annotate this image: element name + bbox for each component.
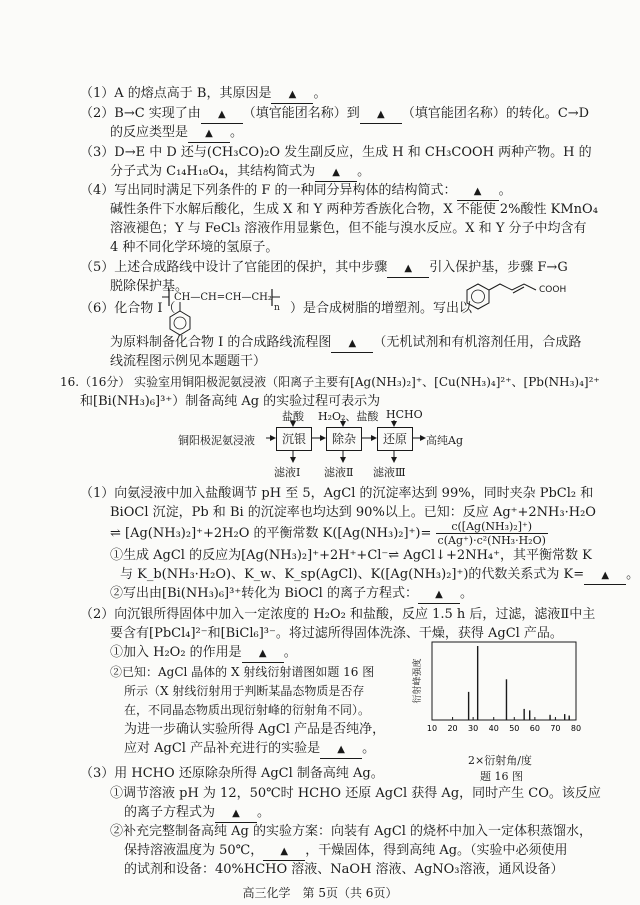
part-1-sub-1: ①生成 AgCl 的反应为[Ag(NH₃)₂]⁺+2H⁺+Cl⁻⇌ AgCl↓+2NH₄⁺，其平衡常数 K <box>110 548 592 563</box>
question-6-text: ）是合成树脂的增塑剂。写出以 <box>290 301 473 316</box>
flow-step-reduce: 还原 <box>377 427 413 451</box>
question-1: （1）A 的熔点高于 B，其原因是 ▲ 。 <box>80 85 327 104</box>
part-1-equilibrium: ⇌ [Ag(NH₃)₂]⁺+2H₂O 的平衡常数 K([Ag(NH₃)₂]⁺)= $\frac{\text{c([Ag(NH₃)₂]⁺)}}{\text{c(Ag⁺)·c²(NH₃·H₂O)}}$ <box>110 520 546 547</box>
answer-blank[interactable]: ▲ <box>320 741 362 759</box>
flow-step-precipitate: 沉银 <box>276 427 312 451</box>
polymer-chain-text: CH—CH=CH—CH₂ <box>174 292 272 303</box>
answer-blank[interactable]: ▲ <box>215 805 257 823</box>
part-2-sub-2-a: 所示（X 射线衍射用于判断某晶态物质是否存 <box>124 684 365 698</box>
question-2: （2）B→C 实现了由 ▲ （填官能团名称）到 ▲ （填官能团名称）的转化。C→D <box>80 105 589 124</box>
question-16-intro: 16.（16分） 实验室用铜阳极泥氨浸液（阳离子主要有[Ag(NH₃)₂]⁺、[Cu(NH₃)₄]²⁺、[Pb(NH₃)₄]²⁺ <box>60 375 600 389</box>
question-4-cond1: 碱性条件下水解后酸化，生成 X 和 Y 两种芳香族化合物，X 不能使 2%酸性 KMnO₄ <box>110 202 598 217</box>
part-2-sub-2-b: 在，不同晶态物质出现衍射峰的衍射角不同）。 <box>124 703 371 717</box>
question-5: （5）上述合成路线中设计了官能团的保护，其中步骤 ▲ 引入保护基，步骤 F→G <box>80 259 568 278</box>
flow-arrows <box>170 415 430 467</box>
xrd-tick-label: 10 <box>426 724 438 733</box>
flow-filtrate-3: 滤液Ⅲ <box>373 466 406 479</box>
cooh-label: COOH <box>539 285 567 295</box>
xrd-tick-label: 50 <box>509 724 520 733</box>
xrd-tick-label: 20 <box>447 724 458 733</box>
question-6-cont: 为原料制备化合物 I 的合成路线流程图 ▲ （无机试剂和有机溶剂任用，合成路 <box>110 334 581 353</box>
page-footer: 高三化学 第 5页（共 6页） <box>242 886 398 900</box>
part-1-sub-2: ②写出由[Bi(NH₃)₆]³⁺转化为 BiOCl 的离子方程式： ▲ 。 <box>110 585 473 604</box>
question-6-cont2: 线流程图示例见本题题干） <box>110 354 267 369</box>
answer-blank[interactable]: ▲ <box>584 567 626 585</box>
part-2-sub-2-c: 为进一步确认实验所得 AgCl 产品是否纯净， <box>124 722 386 737</box>
xrd-tick-label: 30 <box>468 724 479 733</box>
part-2-sub-1: ①加入 H₂O₂ 的作用是 ▲ 。 <box>110 644 297 663</box>
question-4: （4）写出同时满足下列条件的 F 的一种同分异构体的结构简式： ▲ 。 <box>80 182 512 201</box>
answer-blank[interactable]: ▲ <box>331 335 373 353</box>
part-3-sub-1-cont: 的离子方程式为 ▲ 。 <box>124 804 270 823</box>
answer-blank[interactable]: ▲ <box>271 86 313 104</box>
answer-blank[interactable]: ▲ <box>360 106 402 124</box>
flow-filtrate-2: 滤液Ⅱ <box>324 466 354 479</box>
xrd-caption: 题 16 图 <box>480 770 523 783</box>
part-1: （1）向氨浸液中加入盐酸调节 pH 至 5，AgCl 的沉淀率达到 99%，同时夹杂 PbCl₂ 和 <box>80 486 594 501</box>
part-2-cont: 要含有[PbCl₄]²⁻和[BiCl₆]³⁻。将过滤所得固体洗涤、干燥，获得 AgCl 产品。 <box>110 626 563 641</box>
polymer-subscript: n <box>274 303 280 313</box>
starting-material-structure <box>462 280 580 316</box>
xrd-tick-label: 70 <box>550 724 561 733</box>
part-3-sub-2: ②补充完整制备高纯 Ag 的实验方案：向装有 AgCl 的烧杯中加入一定体积蒸馏水， <box>110 824 593 839</box>
answer-blank[interactable]: ▲ <box>457 183 499 201</box>
part-3-sub-1: ①调节溶液 pH 为 12，50℃时 HCHO 还原 AgCl 获得 Ag，同时产生 CO。该反应 <box>110 786 601 801</box>
part-2-sub-2: ②已知：AgCl 晶体的 X 射线衍射谱图如题 16 图 <box>110 665 375 679</box>
part-1-sub-1-cont: 与 K_b(NH₃·H₂O)、K_w、K_sp(AgCl)、K([Ag(NH₃)₂]⁺)的代数关系式为 K= ▲ 。 <box>120 566 639 585</box>
part-3: （3）用 HCHO 还原除杂所得 AgCl 制备高纯 Ag。 <box>80 766 384 781</box>
xrd-tick-label: 80 <box>570 724 582 733</box>
question-16-intro-cont: 和[Bi(NH₃)₆]³⁺）制备高纯 Ag 的实验过程可表示为 <box>80 394 381 409</box>
answer-blank[interactable]: ▲ <box>418 586 460 604</box>
question-2-cont: 的反应类型是 ▲ 。 <box>110 124 243 143</box>
answer-blank[interactable]: ▲ <box>387 260 429 278</box>
question-6: （6）化合物 I（ <box>80 301 176 316</box>
flow-start: 铜阳极泥氨浸液 <box>178 434 255 447</box>
part-2-sub-2-d: 应对 AgCl 产品补充进行的实验是 ▲ 。 <box>124 740 375 759</box>
xrd-y-label: 衍射峰强度 <box>413 658 423 704</box>
xrd-tick-label: 60 <box>529 724 540 733</box>
flow-filtrate-1: 滤液Ⅰ <box>274 466 301 479</box>
flow-end: 高纯Ag <box>426 434 463 447</box>
answer-blank[interactable]: ▲ <box>263 843 305 861</box>
part-3-sub-2-b: 的试剂和设备：40%HCHO 溶液、NaOH 溶液、AgNO₃溶液，通风设备） <box>124 862 564 877</box>
answer-blank[interactable]: ▲ <box>188 125 230 143</box>
compound-i-structure <box>160 284 288 340</box>
xrd-tick-label: 40 <box>488 724 499 733</box>
question-4-cond2: 溶液褪色；Y 与 FeCl₃ 溶液作用显紫色，但不能与溴水反应。X 和 Y 分子中均含有 <box>110 221 587 236</box>
part-1-cont: BiOCl 沉淀，Pb 和 Bi 的沉淀率也均达到 90%以上。已知：反应 Ag⁺+2NH₃·H₂O <box>110 505 596 520</box>
xrd-chart <box>410 638 585 748</box>
part-2: （2）向沉银所得固体中加入一定浓度的 H₂O₂ 和盐酸，反应 1.5 h 后，过滤，滤液Ⅱ中主 <box>80 607 596 622</box>
question-4-cond3: 4 种不同化学环境的氢原子。 <box>110 240 279 255</box>
question-5-cont: 脱除保护基。 <box>110 279 189 294</box>
xrd-x-label: 2×衍射角/度 <box>468 754 532 767</box>
part-3-sub-2-a: 保持溶液温度为 50℃， ▲ ，干燥固体，得到高纯 Ag。（实验中必须使用 <box>124 842 568 861</box>
answer-blank[interactable]: ▲ <box>315 164 357 182</box>
equilibrium-constant-fraction: $\frac{\text{c([Ag(NH₃)₂]⁺)}}{\text{c(Ag⁺)·c²(NH₃·H₂O)}}$ <box>437 520 546 547</box>
flow-reagent-1: 盐酸 <box>282 410 304 423</box>
question-3: （3）D→E 中 D 还与(CH₃CO)₂O 发生副反应，生成 H 和 CH₃COOH 两种产物。H 的 <box>80 145 592 160</box>
answer-blank[interactable]: ▲ <box>201 106 243 124</box>
flow-step-purify: 除杂 <box>326 427 362 451</box>
flow-reagent-3: HCHO <box>386 408 423 421</box>
question-3-cont: 分子式为 C₁₄H₁₈O₄，其结构简式为 ▲ 。 <box>110 163 370 182</box>
answer-blank[interactable]: ▲ <box>242 645 284 663</box>
flow-reagent-2: H₂O₂、盐酸 <box>318 410 379 423</box>
